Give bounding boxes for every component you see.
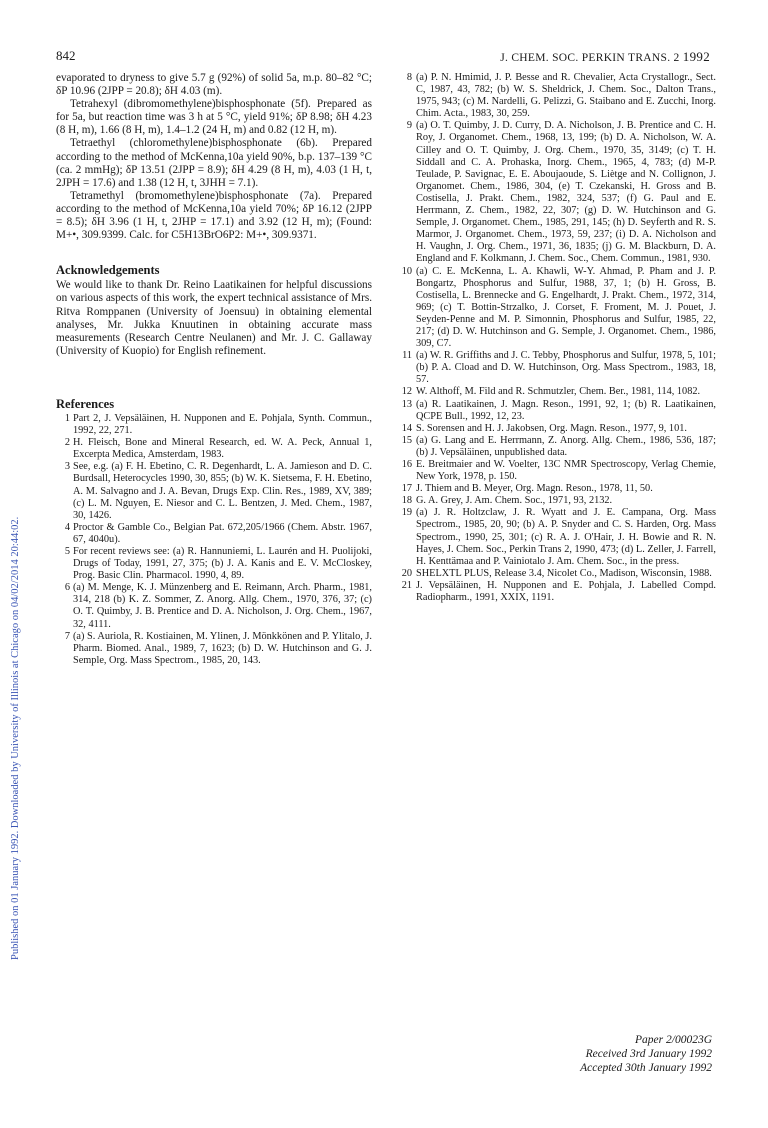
download-notice-sidebar [2,0,21,1128]
reference-text: E. Breitmaier and W. Voelter, 13C NMR Spectroscopy, Verlag Chemie, New York, 1978, p. 150. [416,459,716,483]
reference-number: 12 [401,386,412,398]
reference-number: 1 [64,412,70,424]
reference-item [56,582,372,630]
reference-item [56,413,372,437]
reference-item [398,483,716,495]
reference-text: (a) O. T. Quimby, J. D. Curry, D. A. Nicholson, J. B. Prentice and C. H. Roy, J. Organomet. Chem., 1968, 13, 199; (b) D. A. Nicholson, W. A. Cilley and O. T. Quimby, J. Org. Chem., 1970, 35, 3149; (c) T. H. Siddall and C. A. Prohaska, Inorg. Chem., 1965, 4, 783; (d) M-P. Teulade, P. Savignac, E. E. Aboujaoude, S. Liètge and N. Collignon, J. Organomet. Chem., 1986, 304, (e) T. Czekanski, H. Gross and B. Costisella, J. Prakt. Chem., 1982, 324, 537; (f) G. Paul and E. Herrmann, Z. Chem., 1982, 22, 307; (g) D. W. Hutchinson and G. Semple, J. Organomet. Chem., 1985, 291, 145; (h) D. Seyferth and R. S. Marmor, J. Organomet. Chem., 1973, 59, 237; (i) D. A. Nicholson and H. Vaughn, J. Org. Chem., 1971, 36, 1835; (j) G. M. Blackburn, D. A. England and F. Kolkmann, J. Chem. Soc., Chem. Commun., 1981, 930. [416,120,716,265]
page-number: 842 [56,48,76,63]
reference-item [56,522,372,546]
reference-item [398,386,716,398]
reference-text: Part 2, J. Vepsäläinen, H. Nupponen and E. Pohjala, Synth. Commun., 1992, 22, 271. [73,412,372,437]
reference-number: 15 [401,434,412,446]
reference-number: 20 [401,567,412,579]
experimental-paragraph: evaporated to dryness to give 5.7 g (92%) of solid 5a, m.p. 80–82 °C; δP 10.96 (2JPP = 20.8); δH 4.03 (m). [56,72,372,98]
journal-name: J. CHEM. SOC. PERKIN TRANS. 2 [500,52,680,64]
reference-number: 2 [64,437,70,449]
paper-info [580,1033,712,1075]
reference-text: J. Thiem and B. Meyer, Org. Magn. Reson., 1978, 11, 50. [416,483,653,495]
acknowledgements-heading: Acknowledgements [56,263,160,278]
reference-text: See, e.g. (a) F. H. Ebetino, C. R. Degenhardt, L. A. Jamieson and D. C. Burdsall, Heterocycles 1990, 30, 855; (b) W. K. Sietsema, F. H. Ebetino, A. M. Salvagno and J. A. Bevan, Drugs Exp. Clin. Res., 1989, XV, 389; (c) L. M. Nguyen, E. Niesor and C. L. Bentzen, J. Med. Chem., 1987, 30, 1426. [73,461,372,521]
reference-number: 17 [401,483,412,495]
reference-text: (a) S. Auriola, R. Kostiainen, M. Ylinen, J. Mönkkönen and P. Ylitalo, J. Pharm. Biomed. Anal., 1989, 7, 1623; (b) D. W. Hutchinson and G. J. Semple, Org. Mass Spectrom., 1985, 20, 143. [73,630,372,666]
reference-number: 21 [401,579,412,591]
reference-number: 18 [401,495,412,507]
experimental-paragraph: Tetrahexyl (dibromomethylene)bisphosphonate (5f). Prepared as for 5a, but reaction time was 3 h at 5 °C, yield 91%; δP 8.98; δH 4.23 (8 H, m), 1.66 (8 H, m), 1.4–1.2 (24 H, m) and 0.82 (12 H, m). [56,98,372,137]
reference-number: 11 [402,350,412,362]
reference-text: J. Vepsäläinen, H. Nupponen and E. Pohjala, J. Labelled Compd. Radiopharm., 1991, XXIX, 1191. [416,579,716,604]
reference-text: SHELXTL PLUS, Release 3.4, Nicolet Co., Madison, Wisconsin, 1988. [416,567,712,579]
reference-number: 7 [64,630,70,642]
reference-text: (a) P. N. Hmimid, J. P. Besse and R. Chevalier, Acta Crystallogr., Sect. C, 1987, 43, 782; (b) W. S. Sheldrick, J. Chem. Soc., Dalton Trans., 1975, 943; (c) M. Nardelli, G. Pelizzi, G. Staibano and E. Zucchi, Inorg. Chim. Acta., 1983, 30, 259. [416,72,716,120]
accepted-date: Accepted 30th January 1992 [580,1062,712,1074]
reference-number: 14 [401,422,412,434]
left-column [56,72,372,667]
reference-item [398,399,716,423]
reference-item [398,507,716,567]
reference-text: (a) W. R. Griffiths and J. C. Tebby, Phosphorus and Sulfur, 1978, 5, 101; (b) P. A. Cload and D. W. Hutchinson, Org. Mass Spectrom., 1983, 18, 57. [416,350,716,386]
reference-item [56,631,372,667]
acknowledgements-text: We would like to thank Dr. Reino Laatikainen for helpful discussions on various aspects of this work, the expert technical assistance of Mrs. Ritva Romppanen (University of Joensuu) in obtaining elemental analyses, Mr. Jukka Knuutinen in obtaining accurate mass measurements (Research Centre Neulanen) and Mr. J. C. Gallaway (University of Kuopio) for English refinement. [56,279,372,357]
reference-item [398,435,716,459]
reference-text: (a) C. E. McKenna, L. A. Khawli, W-Y. Ahmad, P. Pham and J. P. Bongartz, Phosphorus and Sulfur, 1988, 37, 1; (b) H. Gross, B. Costisella, L. Brennecke and G. Engelhardt, J. Prakt. Chem., 1972, 314, 969; (c) T. Bottin-Strzalko, J. Corset, F. Froment, M. J. Pouet, J. Seyden-Penne and M. P. Simonnin, Phosphorus and Sulfur, 1985, 22, 217; (d) D. W. Hutchinson and G. Semple, J. Organomet. Chem., 1986, 309, C7. [416,265,716,350]
reference-item [398,120,716,265]
reference-number: 3 [64,461,70,473]
reference-number: 10 [401,265,412,277]
reference-item [56,546,372,582]
reference-item [398,580,716,604]
reference-text: Proctor & Gamble Co., Belgian Pat. 672,205/1966 (Chem. Abstr. 1967, 67, 4040u). [73,521,372,545]
reference-number: 5 [64,546,70,557]
reference-number: 16 [401,459,412,470]
experimental-paragraph: Tetraethyl (chloromethylene)bisphosphonate (6b). Prepared according to the method of McKenna,10a yield 90%, b.p. 137–139 °C (ca. 2 mmHg); δP 13.51 (2JPP = 8.9); δH 4.29 (8 H, m), 4.03 (1 H, t, 2JPH = 17.6) and 1.38 (12 H, t, 3JHH = 7.1). [56,137,372,189]
reference-item [398,568,716,580]
reference-text: (a) J. R. Holtzclaw, J. R. Wyatt and J. E. Campana, Org. Mass Spectrom., 1985, 20, 90; (b) A. P. Snyder and C. S. Harden, Org. Mass Spectrom., 1990, 25, 301; (c) R. A. J. O'Hair, J. H. Bowie and R. N. Hayes, J. Chem. Soc., Perkin Trans 2, 1990, 473; (d) L. Zeller, J. Farrell, H. Kenttämaa and P. Vainiotalo J. Am. Chem. Soc., in the press. [416,507,716,567]
reference-number: 4 [64,521,70,533]
download-notice-text: Published on 01 January 1992. Downloaded by University of Illinois at Chicago on 04/02/2014 20:44:02. [10,516,21,960]
reference-number: 9 [406,120,412,132]
reference-item [398,459,716,483]
experimental-paragraph: Tetramethyl (bromomethylene)bisphosphonate (7a). Prepared according to the method of McKenna,10a yield 70%; δP 16.12 (2JPP = 8.5); δH 3.96 (1 H, t, 2JHP = 17.1) and 3.92 (12 H, m); (Found: M+•, 309.9399. Calc. for C5H13BrO6P2: M+•, 309.9371. [56,189,372,242]
right-column [398,72,716,604]
journal-year: 1992 [682,49,710,64]
reference-number: 19 [401,507,412,519]
reference-text: H. Fleisch, Bone and Mineral Research, ed. W. A. Peck, Annual 1, Excerpta Medica, Amsterdam, 1983. [73,437,372,461]
reference-text: (a) G. Lang and E. Herrmann, Z. Anorg. Allg. Chem., 1986, 536, 187; (b) J. Vepsäläinen, unpublished data. [416,434,716,458]
reference-item [56,461,372,521]
journal-header [500,49,710,65]
references-heading: References [56,396,115,411]
reference-list-left [56,413,372,667]
reference-number: 6 [64,582,70,594]
reference-text: (a) R. Laatikainen, J. Magn. Reson., 1991, 92, 1; (b) R. Laatikainen, QCPE Bull., 1992, 12, 23. [416,398,716,422]
reference-number: 13 [401,398,412,410]
received-date: Received 3rd January 1992 [585,1048,712,1060]
reference-item [398,423,716,435]
reference-list-right [398,72,716,604]
reference-item [398,350,716,386]
paper-id: Paper 2/00023G [635,1034,712,1046]
reference-text: (a) M. Menge, K. J. Münzenberg and E. Reimann, Arch. Pharm., 1981, 314, 218 (b) K. Z. Sommer, Z. Anorg. Allg. Chem., 1970, 376, 37; (c) O. T. Quimby, J. B. Prentice and D. A. Nicholson, J. Org. Chem., 1967, 32, 4111. [73,582,372,630]
reference-item [398,495,716,507]
reference-text: G. A. Grey, J. Am. Chem. Soc., 1971, 93, 2132. [416,495,613,507]
reference-item [56,437,372,461]
reference-text: For recent reviews see: (a) R. Hannuniemi, L. Laurén and H. Puolijoki, Drugs of Today, 1991, 27, 375; (b) J. A. Kanis and E. V. McCloskey, Prog. Basic Clin. Pharmacol. 1990, 4, 89. [73,546,372,582]
reference-text: W. Althoff, M. Fild and R. Schmutzler, Chem. Ber., 1981, 114, 1082. [416,386,701,398]
reference-text: S. Sorensen and H. J. Jakobsen, Org. Magn. Reson., 1977, 9, 101. [416,422,687,434]
reference-item [398,72,716,120]
reference-item [398,266,716,351]
reference-number: 8 [406,72,412,83]
